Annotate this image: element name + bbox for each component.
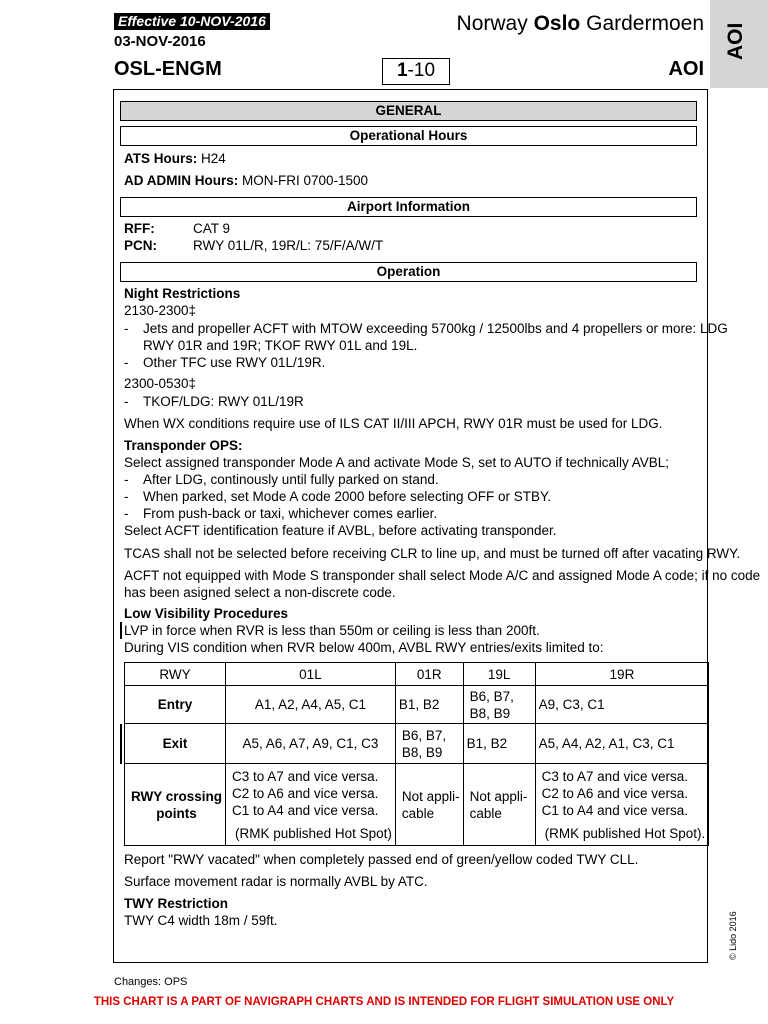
side-tab-label: AOI — [724, 22, 747, 60]
cell-crossing-01r — [395, 764, 463, 846]
table-header-19l: 19L — [463, 663, 535, 686]
twy-restriction-note: TWY C4 width 18m / 59ft. — [124, 913, 278, 928]
lvp-line-1: LVP in force when RVR is less than 550m or ceiling is less than 200ft. — [124, 623, 540, 638]
cell-line: C2 to A6 and vice versa. — [541, 785, 688, 801]
bullet-dash: - — [124, 321, 129, 336]
city-name: Oslo — [533, 12, 581, 35]
cell-line: B8, B9 — [401, 744, 443, 760]
section-general: GENERAL — [120, 101, 697, 121]
side-tab — [710, 0, 768, 88]
cell-line: (RMK published Hot Spot) — [235, 825, 392, 841]
country-name: Norway — [456, 12, 528, 35]
cell-line: C3 to A7 and vice versa. — [232, 768, 379, 784]
table-header-rwy: RWY — [125, 663, 226, 686]
cell-entry-19r: A9, C3, C1 — [535, 686, 709, 724]
table-row-entry — [125, 686, 709, 724]
page-number — [382, 58, 450, 85]
admin-hours-label: AD ADMIN Hours: — [124, 173, 239, 188]
bullet-text: After LDG, continously until fully parked on stand. — [143, 472, 439, 487]
admin-hours-value: MON-FRI 0700-1500 — [242, 173, 369, 188]
wx-note: When WX conditions require use of ILS CAT II/III APCH, RWY 01R must be used for LDG. — [124, 416, 663, 431]
cell-line: cable — [401, 805, 435, 821]
cell-line: Not appli- — [469, 788, 528, 804]
cell-exit-01r — [395, 724, 463, 764]
bullet-text: Jets and propeller ACFT with MTOW exceeding 5700kg / 12500lbs and 4 propellers or more: LDG — [143, 321, 728, 336]
cell-line: cable — [469, 805, 502, 821]
bullet-text: From push-back or taxi, whichever comes earlier. — [143, 506, 438, 521]
mode-s-note-line-2: has been asigned select a non-discrete code. — [124, 585, 396, 600]
cell-crossing-19r — [535, 764, 709, 846]
rwy-vacated-note: Report "RWY vacated" when completely passed end of green/yellow coded TWY CLL. — [124, 852, 639, 867]
section-operational-hours: Operational Hours — [120, 126, 697, 146]
night-period-2: 2300-0530‡ — [124, 376, 197, 391]
table-header-row — [125, 663, 709, 686]
section-airport-information: Airport Information — [120, 197, 697, 217]
simulation-disclaimer: THIS CHART IS A PART OF NAVIGRAPH CHARTS AND IS INTENDED FOR FLIGHT SIMULATION USE ONLY — [93, 996, 675, 1008]
smr-note: Surface movement radar is normally AVBL by ATC. — [124, 874, 428, 889]
cell-exit-19r: A5, A4, A2, A1, C3, C1 — [535, 724, 709, 764]
row-label-entry: Entry — [125, 686, 226, 724]
cell-line: C3 to A7 and vice versa. — [541, 768, 688, 784]
bullet-dash: - — [124, 472, 129, 487]
admin-hours — [124, 172, 368, 189]
ats-hours — [124, 150, 226, 167]
table-header-01l: 01L — [226, 663, 396, 686]
row-label-crossing — [125, 764, 226, 846]
airport-name: Gardermoen — [586, 12, 704, 35]
cell-crossing-01l — [226, 764, 396, 846]
cell-entry-01l: A1, A2, A4, A5, C1 — [226, 686, 396, 724]
tcas-note: TCAS shall not be selected before receiving CLR to line up, and must be turned off after vacating RWY. — [124, 546, 741, 561]
bullet-text: RWY 01R and 19R; TKOF RWY 01L and 19L. — [143, 338, 418, 353]
cell-line: B6, B7, — [469, 688, 514, 704]
change-bar — [120, 724, 122, 764]
pcn-value: RWY 01L/R, 19R/L: 75/F/A/W/T — [193, 238, 384, 253]
cell-line: (RMK published Hot Spot). — [544, 825, 706, 841]
cell-line: Not appli- — [401, 788, 460, 804]
airport-location — [457, 12, 704, 36]
change-bar — [120, 622, 122, 639]
lvp-table — [124, 662, 709, 846]
section-operation: Operation — [120, 262, 697, 282]
page-number-major: 1 — [396, 60, 408, 81]
cell-entry-19l — [463, 686, 535, 724]
lvp-heading: Low Visibility Procedures — [124, 606, 289, 621]
bullet-dash: - — [124, 394, 129, 409]
copyright: © Lido 2016 — [728, 911, 738, 960]
bullet-dash: - — [124, 489, 129, 504]
rff-label: RFF: — [124, 221, 155, 236]
cell-line: points — [156, 805, 197, 821]
changes-note: Changes: OPS — [114, 976, 188, 988]
bullet-dash: - — [124, 355, 129, 370]
night-period-1: 2130-2300‡ — [124, 303, 197, 318]
ats-hours-label: ATS Hours: — [124, 151, 198, 166]
transponder-heading: Transponder OPS: — [124, 438, 243, 453]
effective-date-badge: Effective 10-NOV-2016 — [114, 13, 270, 30]
bullet-text: Other TFC use RWY 01L/19R. — [143, 355, 326, 370]
cell-crossing-19l — [463, 764, 535, 846]
pcn-label: PCN: — [124, 238, 157, 253]
acft-ident-note: Select ACFT identification feature if AVBL, before activating transponder. — [124, 523, 557, 538]
table-row-crossing — [125, 764, 709, 846]
bullet-text: When parked, set Mode A code 2000 before selecting OFF or STBY. — [143, 489, 551, 504]
rff-value: CAT 9 — [193, 221, 231, 236]
mode-s-note-line-1: ACFT not equipped with Mode S transponder shall select Mode A/C and assigned Mode A code; if no code — [124, 568, 761, 583]
cell-line: B6, B7, — [401, 727, 447, 743]
issue-date: 03-NOV-2016 — [114, 33, 206, 50]
table-row-exit — [125, 724, 709, 764]
cell-line: C1 to A4 and vice versa. — [232, 802, 379, 818]
cell-line: C2 to A6 and vice versa. — [232, 785, 379, 801]
night-restrictions-heading: Night Restrictions — [124, 286, 241, 301]
cell-line: B8, B9 — [469, 705, 511, 721]
cell-line: C1 to A4 and vice versa. — [541, 802, 688, 818]
bullet-dash: - — [124, 506, 129, 521]
lvp-line-2: During VIS condition when RVR below 400m, AVBL RWY entries/exits limited to: — [124, 640, 604, 655]
transponder-intro: Select assigned transponder Mode A and activate Mode S, set to AUTO if technically AVBL; — [124, 455, 670, 470]
twy-restriction-heading: TWY Restriction — [124, 896, 229, 911]
bullet-text: TKOF/LDG: RWY 01L/19R — [143, 394, 304, 409]
cell-entry-01r: B1, B2 — [395, 686, 463, 724]
cell-exit-19l: B1, B2 — [463, 724, 535, 764]
table-header-19r: 19R — [535, 663, 709, 686]
airport-code: OSL-ENGM — [114, 58, 222, 80]
ats-hours-value: H24 — [201, 151, 226, 166]
section-code: AOI — [668, 58, 704, 80]
table-header-01r: 01R — [395, 663, 463, 686]
cell-exit-01l: A5, A6, A7, A9, C1, C3 — [226, 724, 396, 764]
page-number-minor: -10 — [407, 60, 436, 81]
cell-line: RWY crossing — [131, 788, 223, 804]
row-label-exit: Exit — [125, 724, 226, 764]
